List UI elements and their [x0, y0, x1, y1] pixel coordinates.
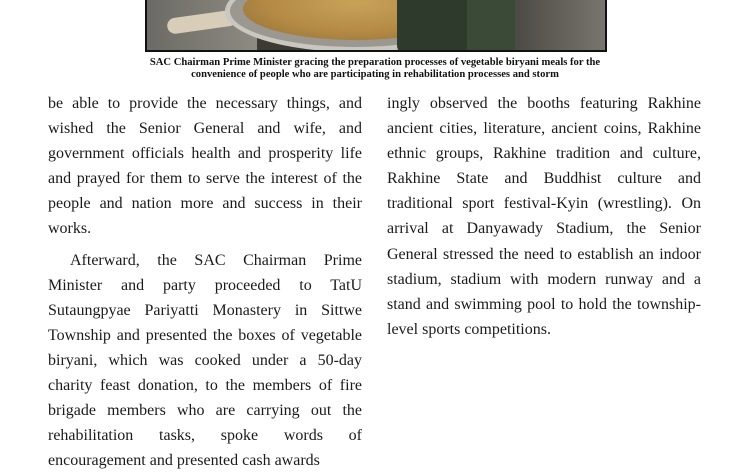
- left-paragraph-2: Afterward, the SAC Chairman Prime Minister and party proceeded to TatU Sutaungpyae Pariyatti Monastery in Sittwe Township and presented the boxes of vegetable biryani, which was cooked under a 50-day charity feast donation, to the members of fire brigade members who are carrying out the rehabilitation tasks, spoke words of encouragement and presented cash awards: [48, 251, 362, 470]
- right-paragraph-1: ingly observed the booths featuring Rakhine ancient cities, literature, ancient coins, Rakhine ethnic groups, Rakhine tradition and culture, Rakhine State and Buddhist culture and traditional sport festival-Kyin (wrestling). On arrival at Danyawady Stadium, the Senior General stressed the need to establish an indoor stadium, stadium with modern runway and a stand and swimming pool to hold the township-level sports competitions.: [387, 95, 701, 338]
- caption-line-1: SAC Chairman Prime Minister gracing the preparation processes of vegetable biryani meals for the: [149, 57, 601, 68]
- photo-caption: [95, 57, 655, 81]
- left-column: [48, 91, 362, 473]
- caption-line-2: convenience of people who are participating in rehabilitation processes and storm: [191, 69, 559, 80]
- right-column: [387, 91, 701, 342]
- biryani-pot-photo: [145, 0, 607, 52]
- photo-figure-uniform: [397, 0, 467, 52]
- left-paragraph-1: be able to provide the necessary things, and wished the Senior General and wife, and government officials health and prosperity life and prayed for them to serve the interest of the people and nation more and success in their works.: [48, 95, 362, 238]
- photo-background-right: [515, 0, 605, 52]
- photo-figure-second: [467, 0, 517, 52]
